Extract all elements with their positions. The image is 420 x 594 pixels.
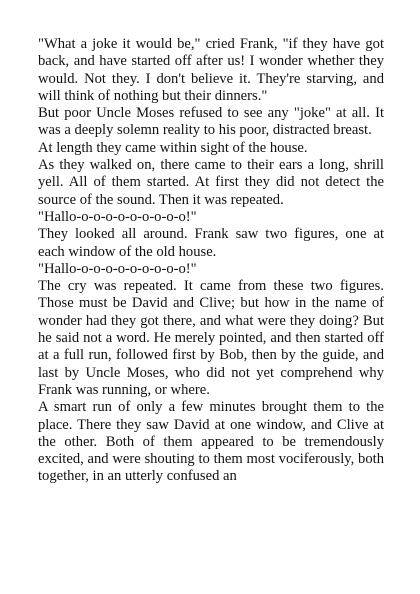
paragraph-4: As they walked on, there came to their ears a long, shrill yell. All of them started. At first they did not detect the source of the sound. Then it was repeated. (38, 157, 384, 208)
paragraph-5: "Hallo-o-o-o-o-o-o-o-o-o!" (38, 208, 197, 225)
paragraph-8: The cry was repeated. It came from these two figures. Those must be David and Clive; but how in the name of wonder had they got there, and what were they doing? But he said not a word. He merely pointed, and then started off at a full run, followed first by Bob, then by the guide, and last by Uncle Moses, who did not yet comprehend why Frank was running, or where. (38, 278, 384, 398)
page-body (38, 36, 384, 486)
paragraph-3: At length they came within sight of the house. (38, 139, 308, 156)
paragraph-6: They looked all around. Frank saw two figures, one at each window of the old house. (38, 226, 384, 260)
paragraph-9: A smart run of only a few minutes brought them to the place. There they saw David at one window, and Clive at the other. Both of them appeared to be tremendously excited, and were shouting to them most vociferously, both together, in an utterly confused an (38, 399, 384, 485)
paragraph-1: "What a joke it would be," cried Frank, "if they have got back, and have started off after us! I wonder whether they would. Not they. I don't believe it. They're starving, and will think of nothing but their dinners." (38, 36, 384, 104)
paragraph-7: "Hallo-o-o-o-o-o-o-o-o-o!" (38, 260, 197, 277)
paragraph-2: But poor Uncle Moses refused to see any "joke" at all. It was a deeply solemn reality to his poor, distracted breast. (38, 105, 384, 139)
